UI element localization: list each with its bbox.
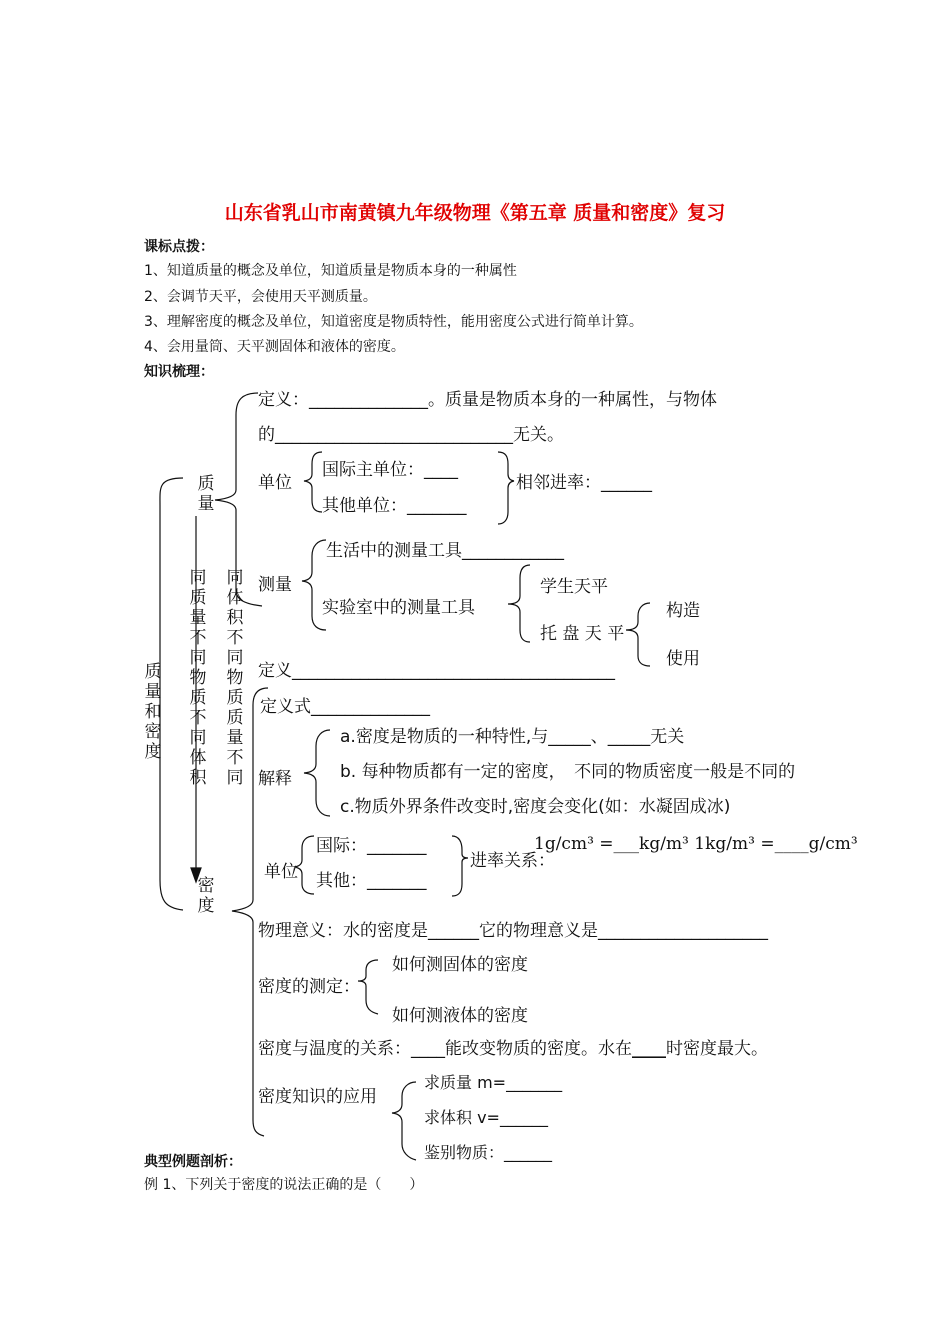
density-measure-brace	[358, 960, 378, 1014]
mass-unit-label: 单位	[258, 473, 292, 493]
density-unit-other: 其他：_______	[316, 871, 427, 891]
density-temp-blank: ____	[632, 1039, 666, 1059]
density-measure-solid: 如何测固体的密度	[392, 955, 528, 975]
root-label: 质 量 和 密 度	[144, 662, 162, 762]
density-temp-prefix: 密度与温度的关系：____能改变物质的密度。水在	[258, 1039, 632, 1059]
density-temperature	[258, 1034, 768, 1059]
mass-measure-label: 测量	[258, 575, 292, 595]
example-1: 例 1、下列关于密度的说法正确的是（ ）	[144, 1177, 424, 1193]
density-measure-liquid: 如何测液体的密度	[392, 1006, 528, 1026]
tray-use: 使用	[666, 649, 700, 669]
lab-tool-brace	[508, 565, 530, 642]
density-app-volume: 求体积 v=______	[424, 1108, 548, 1127]
density-app-label: 密度知识的应用	[258, 1087, 377, 1107]
balance-tray: 托 盘 天 平	[540, 624, 625, 644]
mass-measure-life: 生活中的测量工具____________	[326, 541, 564, 561]
mass-unit-brace-right	[498, 452, 514, 524]
mass-unit-brace	[304, 452, 322, 512]
middle-right-text: 同 体 积 不 同 物 质 质 量 不 同	[226, 568, 244, 788]
mass-def-line2: 的____________________________无关。	[258, 425, 564, 445]
section-heading-kebiao: 课标点拨：	[144, 239, 214, 255]
application-brace	[392, 1082, 416, 1160]
tray-structure: 构造	[666, 601, 700, 621]
mass-unit-rate: 相邻进率：______	[516, 473, 652, 493]
density-unit-brace-right	[452, 836, 468, 896]
density-explain-c: c.物质外界条件改变时,密度会变化(如：水凝固成冰)	[340, 797, 731, 817]
density-def: 定义______________________________________	[258, 661, 615, 681]
section-heading-dianxing: 典型例题剖析：	[144, 1154, 242, 1170]
kebiao-item-2: 2、会调节天平，会使用天平测质量。	[144, 289, 377, 305]
root-brace	[160, 478, 183, 910]
density-rate-formula: 1g/cm³ =___kg/m³ 1kg/m³ =____g/cm³	[534, 834, 858, 854]
density-unit-label: 单位	[264, 862, 298, 882]
kebiao-item-1: 1、知道质量的概念及单位，知道质量是物质本身的一种属性	[144, 263, 517, 279]
kebiao-item-3: 3、理解密度的概念及单位，知道密度是物质特性，能用密度公式进行简单计算。	[144, 314, 643, 330]
density-unit-intl: 国际：_______	[316, 836, 427, 856]
mass-def-line1: 定义：______________。质量是物质本身的一种属性，与物体	[258, 390, 717, 410]
density-app-identify: 鉴别物质：______	[424, 1143, 553, 1162]
explain-brace	[304, 730, 330, 816]
mass-measure-lab: 实验室中的测量工具	[322, 598, 475, 618]
density-label: 密 度	[197, 876, 215, 916]
density-physical-meaning: 物理意义：水的密度是______它的物理意义是____________________	[258, 921, 768, 941]
density-explain-b: b. 每种物质都有一定的密度， 不同的物质密度一般是不同的	[340, 762, 796, 782]
balance-student: 学生天平	[540, 577, 608, 597]
section-heading-zhishi: 知识梳理：	[144, 364, 214, 380]
page-title: 山东省乳山市南黄镇九年级物理《第五章 质量和密度》复习	[224, 202, 726, 224]
density-app-mass: 求质量 m=_______	[424, 1073, 563, 1092]
density-temp-suffix: 时密度最大。	[666, 1039, 768, 1059]
density-explain-label: 解释	[258, 769, 292, 789]
mass-label: 质 量	[197, 474, 215, 514]
mass-unit-other: 其他单位：_______	[322, 496, 467, 516]
density-formula: 定义式______________	[260, 697, 430, 717]
density-rate-label: 进率关系：	[470, 851, 555, 871]
density-measure-label: 密度的测定：	[258, 977, 360, 997]
density-explain-a: a.密度是物质的一种特性,与_____、_____无关	[340, 727, 685, 747]
kebiao-item-4: 4、会用量筒、天平测固体和液体的密度。	[144, 339, 405, 355]
tray-balance-brace	[626, 603, 650, 666]
middle-left-text: 同 质 量 不 同 物 质 不 同 体 积	[189, 568, 207, 788]
mass-unit-intl: 国际主单位：____	[322, 460, 458, 480]
